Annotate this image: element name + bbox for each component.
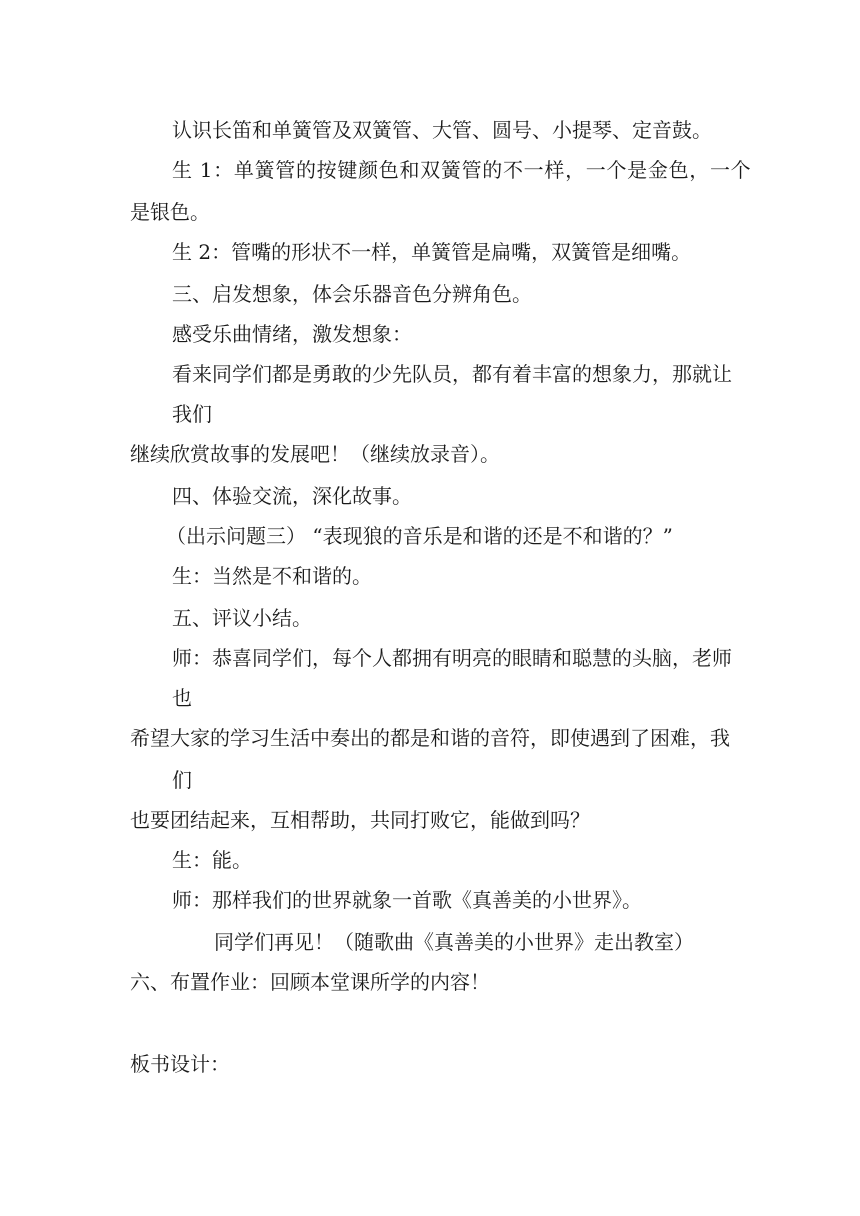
text-line: 五、评议小结。	[172, 606, 312, 630]
text-line: 是银色。	[130, 200, 210, 224]
text-line: 感受乐曲情绪，激发想象：	[172, 322, 412, 346]
text-line: 四、体验交流，深化故事。	[172, 484, 412, 508]
text-line: 生：能。	[172, 848, 252, 872]
text-line: 师：那样我们的世界就象一首歌《真善美的小世界》。	[172, 888, 642, 912]
text-line: 生 2：管嘴的形状不一样，单簧管是扁嘴，双簧管是细嘴。	[172, 240, 692, 264]
text-line: 三、启发想象，体会乐器音色分辨角色。	[172, 282, 532, 306]
text-line: 生 1：单簧管的按键颜色和双簧管的不一样，一个是金色，一个	[172, 158, 752, 182]
text-line: 板书设计：	[130, 1052, 230, 1076]
text-line: 生：当然是不和谐的。	[172, 564, 372, 588]
text-line: （出示问题三） “表现狼的音乐是和谐的还是不和谐的？”	[166, 524, 673, 548]
text-line: 继续欣赏故事的发展吧！（继续放录音）。	[130, 442, 500, 466]
text-line: 希望大家的学习生活中奏出的都是和谐的音符，即使遇到了困难，我	[130, 726, 730, 750]
text-line: 师：恭喜同学们，每个人都拥有明亮的眼睛和聪慧的头脑，老师	[172, 646, 732, 670]
text-line: 认识长笛和单簧管及双簧管、大管、圆号、小提琴、定音鼓。	[172, 118, 712, 142]
text-line: 六、布置作业：回顾本堂课所学的内容！	[130, 970, 490, 994]
text-line: 同学们再见！（随歌曲《真善美的小世界》走出教室）	[214, 930, 694, 954]
text-line: 看来同学们都是勇敢的少先队员，都有着丰富的想象力，那就让	[172, 362, 732, 386]
text-line: 也要团结起来，互相帮助，共同打败它，能做到吗？	[130, 808, 590, 832]
text-line: 我们	[172, 402, 212, 426]
text-line: 也	[172, 686, 192, 710]
text-line: 们	[172, 768, 192, 792]
